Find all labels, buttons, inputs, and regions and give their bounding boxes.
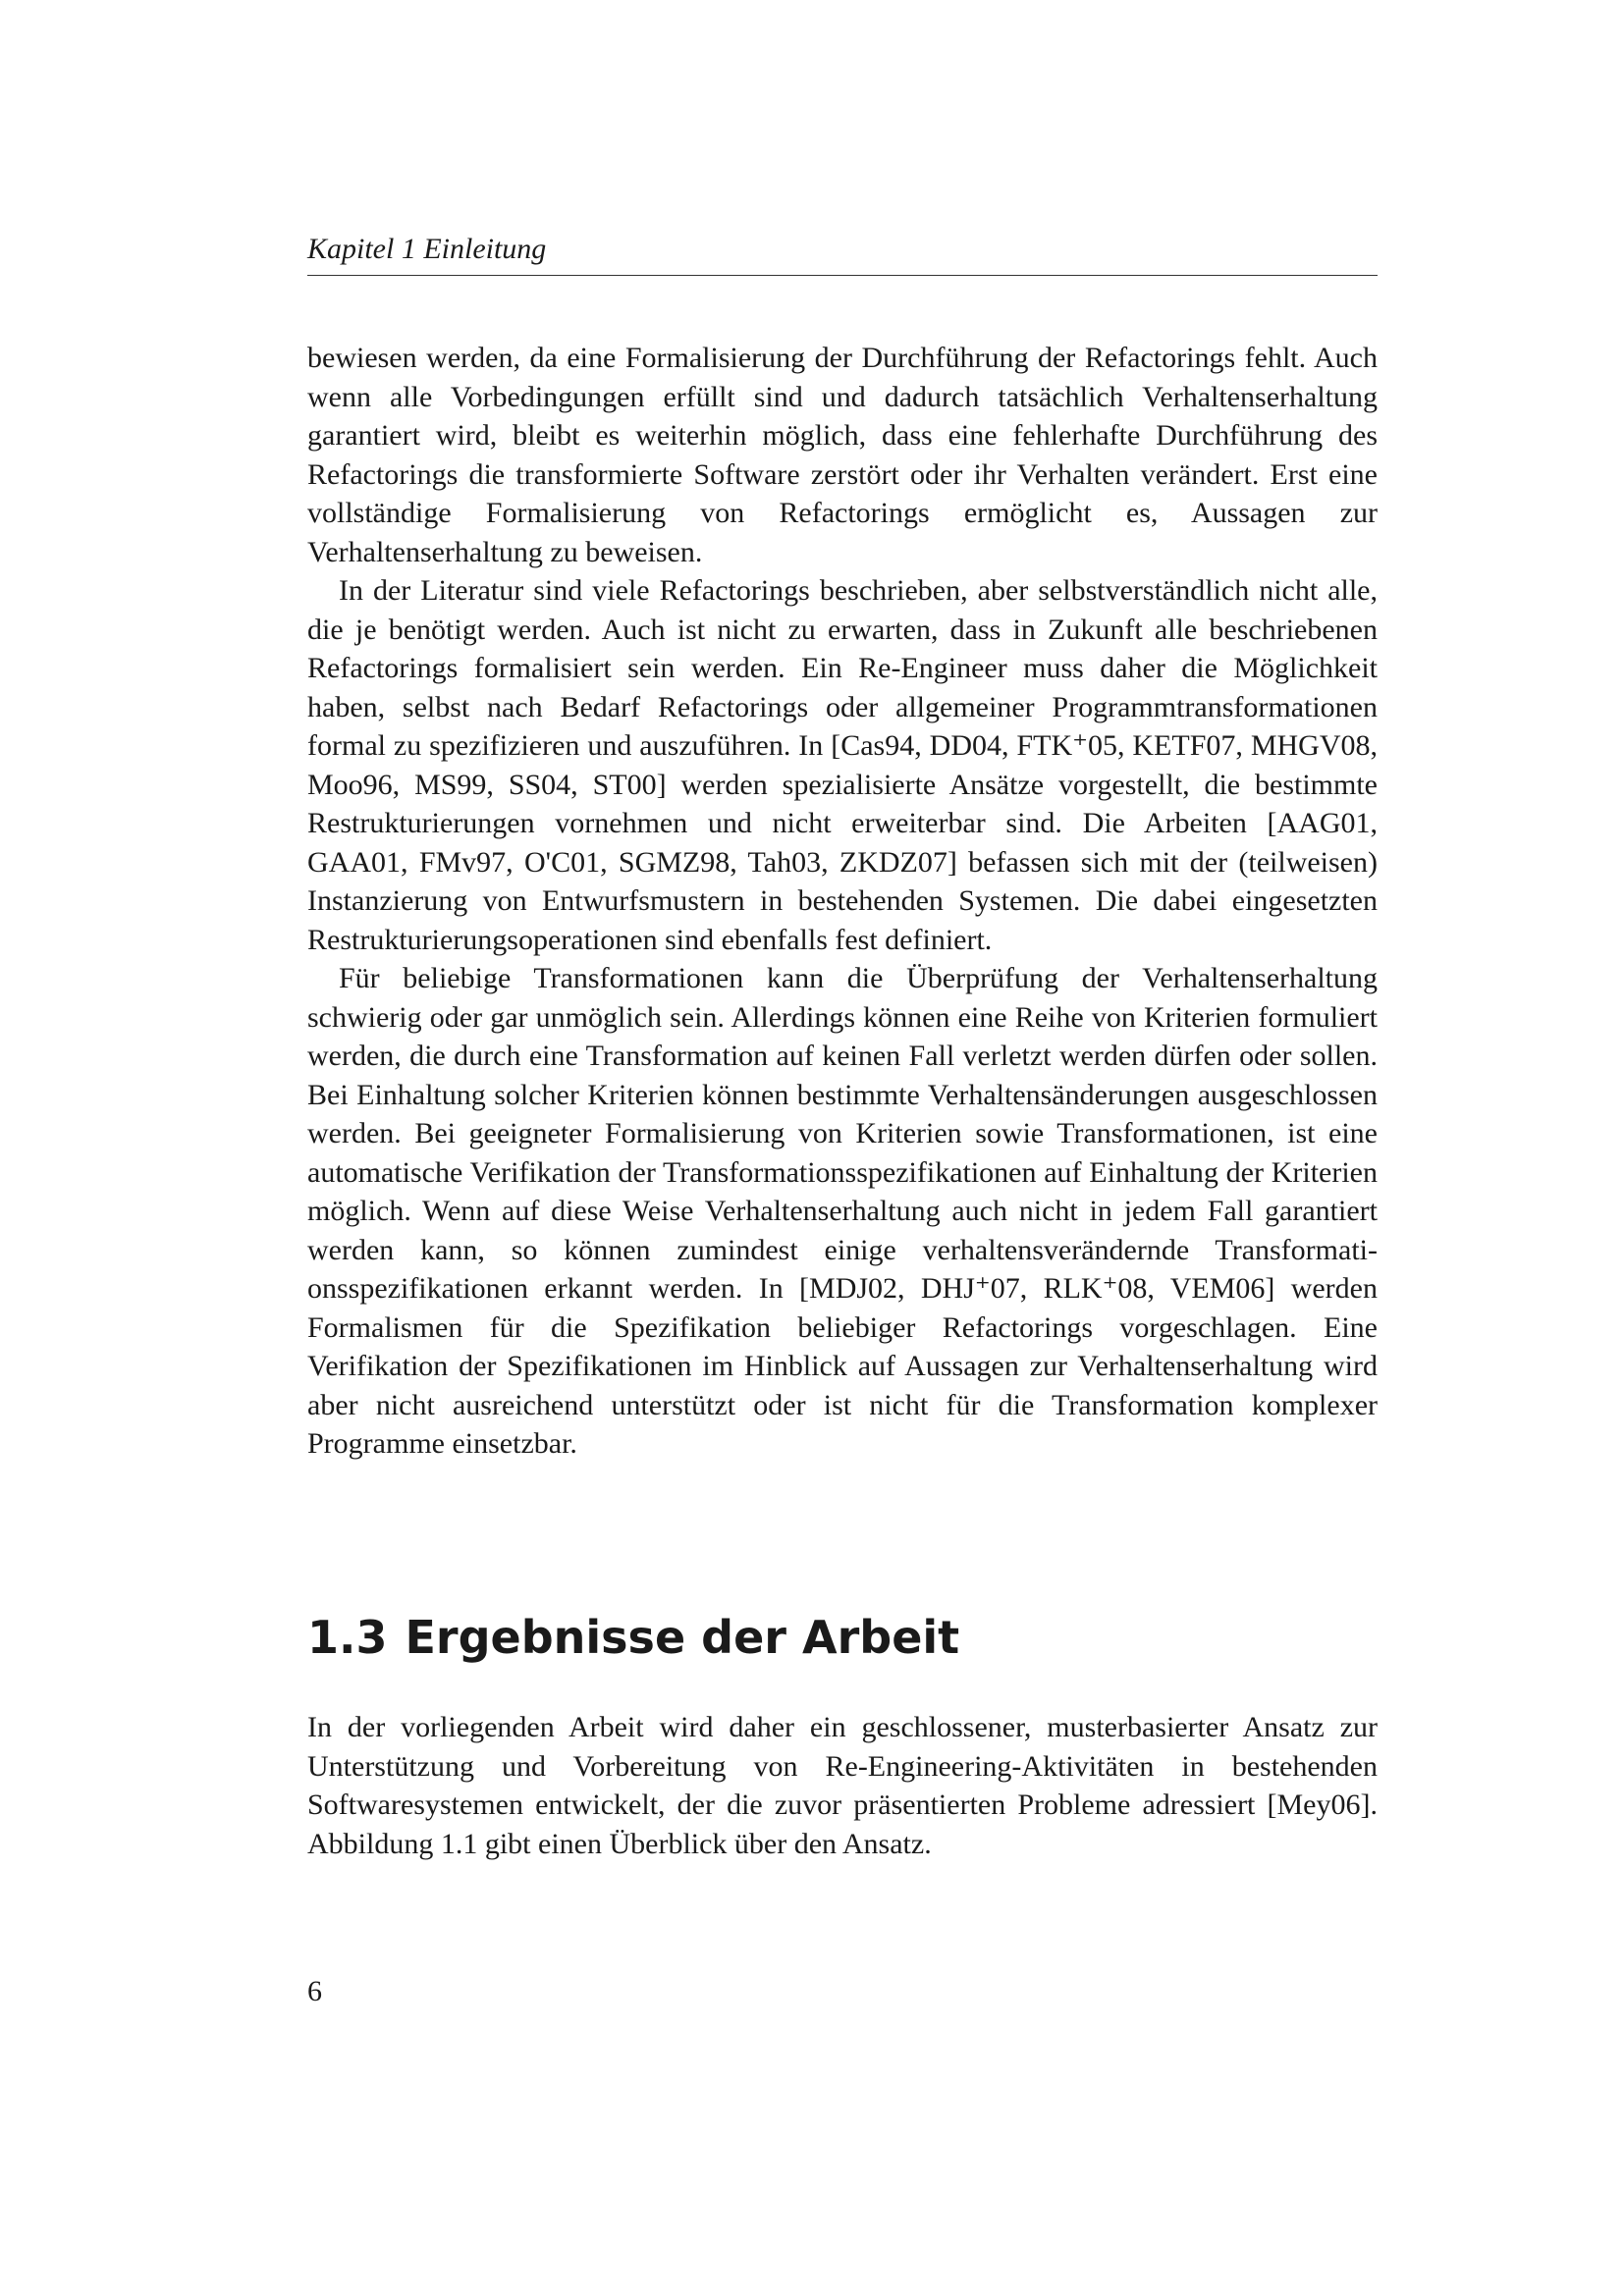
running-head: Kapitel 1 Einleitung — [307, 233, 547, 265]
header-rule — [307, 275, 1378, 276]
section-number: 1.3 — [307, 1611, 388, 1664]
paragraph: In der Literatur sind viele Refactorings beschrieben, aber selbstverständlich nicht alle, die je benötigt werden. Auch ist nicht zu erwarten, dass in Zukunft alle beschriebenen Refactorings formalisiert sein werden. Ein Re-Engineer muss daher die Möglichkeit haben, selbst nach Bedarf Refactorings oder allgemeiner Programmtransformationen formal zu spezifizieren und auszuführen. In [Cas94, DD04, FTK⁺05, KETF07, MHGV08, Moo96, MS99, SS04, ST00] werden spezialisierte Ansätze vorgestellt, die bestimmte Restrukturierungen vornehmen und nicht erweiterbar sind. Die Arbeiten [AAG01, GAA01, FMv97, O'C01, SGMZ98, Tah03, ZKDZ07] befassen sich mit der (teilweisen) Instanzierung von Entwurfsmustern in bestehenden Systemen. Die dabei eingesetzten Restrukturierungsoperationen sind ebenfalls fest definiert. — [307, 574, 1378, 956]
paragraph: In der vorliegenden Arbeit wird daher ein geschlossener, musterbasierter Ansatz zur Unterstützung und Vorbereitung von Re-Engineering-Aktivitäten in bestehenden Softwaresystemen entwickelt, der die zuvor präsentierten Probleme adressiert [Mey06]. Abbildung 1.1 gibt einen Überblick über den Ansatz. — [307, 1711, 1378, 1860]
section-heading — [307, 1610, 1378, 1665]
section-title: Ergebnisse der Arbeit — [405, 1611, 960, 1664]
page-number: 6 — [307, 1975, 322, 2007]
paragraph: Für beliebige Transformationen kann die Überprüfung der Verhaltenserhaltung schwierig oder gar unmöglich sein. Allerdings können eine Reihe von Kriterien formuliert werden, die durch eine Transformation auf keinen Fall verletzt werden dürfen oder sollen. Bei Einhaltung solcher Kriterien können bestimmte Verhaltensänderungen ausgeschlossen werden. Bei geeigneter Formalisierung von Kriterien sowie Transformationen, ist eine automatische Verifikation der Transformationsspezifikationen auf Einhaltung der Kriterien möglich. Wenn auf diese Weise Verhaltenserhaltung auch nicht in jedem Fall garantiert werden kann, so können zumindest einige verhaltensverändernde Transformationsspezifikationen erkannt werden. In [MDJ02, DHJ⁺07, RLK⁺08, VEM06] werden Formalismen für die Spezifikation beliebiger Refactorings vorgeschlagen. Eine Verifikation der Spezifikationen im Hinblick auf Aussagen zur Verhaltenserhaltung wird aber nicht ausreichend unterstützt oder ist nicht für die Transformation komplexer Programme einsetzbar. — [307, 962, 1378, 1460]
body-text — [307, 339, 1378, 1464]
section-body — [307, 1708, 1378, 1863]
paragraph: bewiesen werden, da eine Formalisierung der Durchführung der Refactorings fehlt. Auch wenn alle Vorbedingungen erfüllt sind und dadurch tatsächlich Verhaltenserhaltung garantiert wird, bleibt es weiterhin möglich, dass eine fehlerhafte Durchführung des Refactorings die transformierte Software zerstört oder ihr Verhalten verändert. Erst eine vollständige Formalisierung von Refactorings ermöglicht es, Aussagen zur Verhaltenserhaltung zu beweisen. — [307, 342, 1378, 568]
